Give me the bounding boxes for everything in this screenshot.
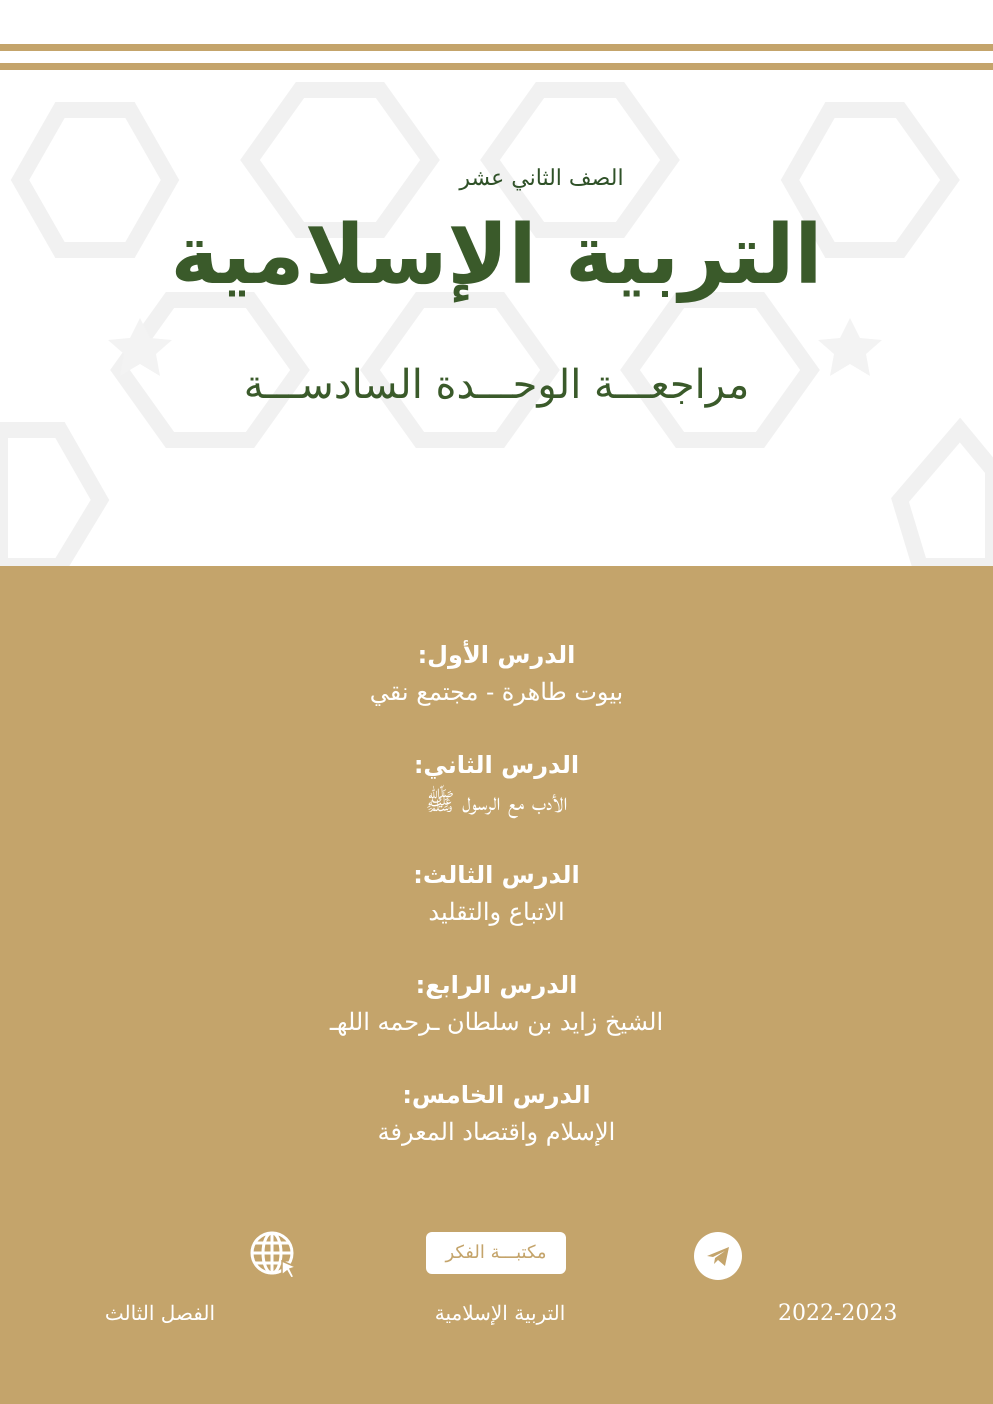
lesson-name: بيوت طاهرة - مجتمع نقي: [369, 678, 624, 706]
lesson-item: [0, 968, 993, 1078]
top-rule: [0, 44, 993, 51]
lesson-item: [0, 748, 993, 858]
lessons-panel: [0, 566, 993, 1404]
top-rule-second: [0, 63, 993, 70]
header-area: [0, 0, 993, 566]
lesson-item: [0, 638, 993, 748]
lesson-label: الدرس الثاني:: [413, 751, 580, 779]
year-label: 2022-2023: [778, 1301, 898, 1326]
lesson-item: [0, 858, 993, 968]
lesson-label: الدرس الثالث:: [413, 861, 580, 889]
telegram-icon[interactable]: [694, 1232, 742, 1280]
lesson-name: الشيخ زايد بن سلطان ـرحمه اللهـ: [329, 1008, 664, 1036]
brand-logo: مكتبـــة الفكر: [426, 1232, 566, 1274]
lesson-name: الأدب مع الرسول ﷺ: [425, 788, 568, 816]
lesson-name: الاتباع والتقليد: [428, 898, 565, 926]
page-subtitle: مراجعـــة الوحـــدة السادســـة: [243, 362, 750, 408]
term-label: الفصل الثالث: [104, 1301, 216, 1325]
lessons-list: [0, 638, 993, 1188]
lesson-label: الدرس الرابع:: [415, 971, 578, 999]
lesson-item: [0, 1078, 993, 1188]
subject-label: التربية الإسلامية: [434, 1301, 566, 1325]
lesson-label: الدرس الخامس:: [402, 1081, 591, 1109]
globe-icon[interactable]: [248, 1229, 300, 1281]
grade-label: الصف الثاني عشر: [459, 166, 624, 191]
lesson-label: الدرس الأول:: [417, 641, 576, 669]
page-title: التربية الإسلامية: [170, 208, 823, 303]
lesson-name: الإسلام واقتصاد المعرفة: [377, 1118, 616, 1146]
